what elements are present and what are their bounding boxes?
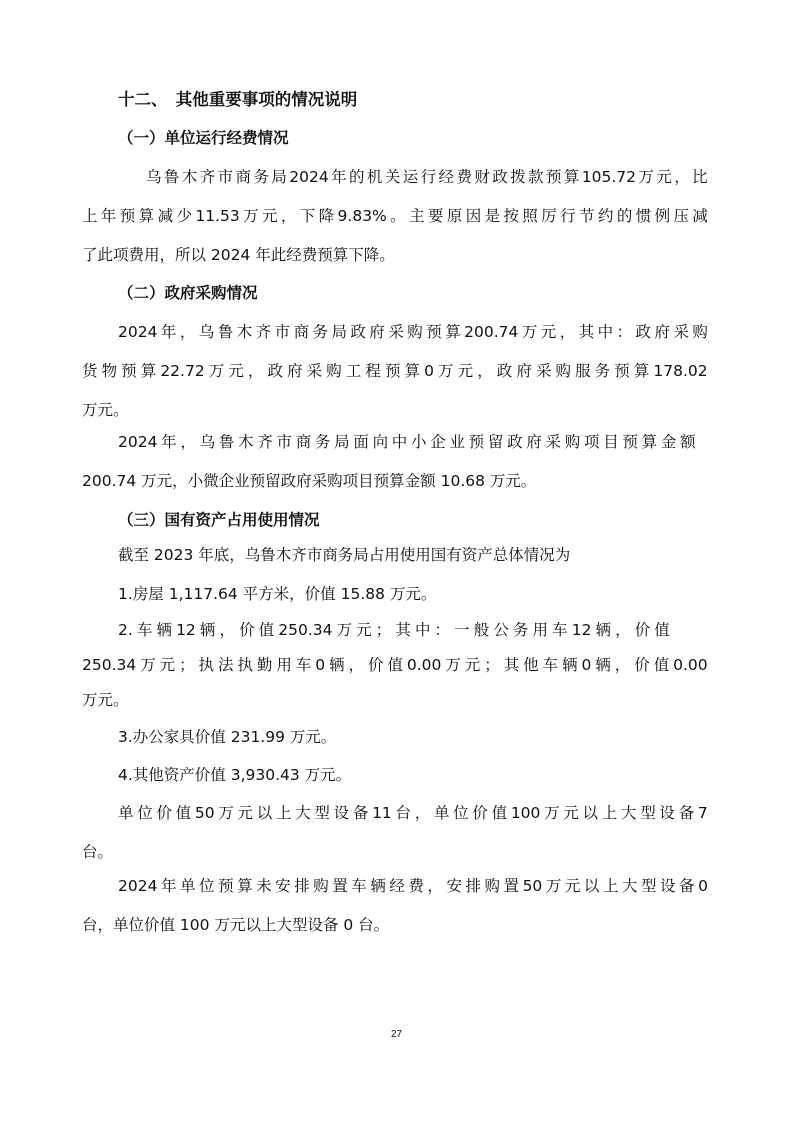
paragraph-line: 2024 年 ， 乌 鲁 木 齐 市 商 务 局 政 府 采 购 预 算 200.74 万 元 ， 其 中 ： 政 府 采 购: [118, 323, 708, 341]
list-item: 3.办公家具价值 231.99 万元。: [118, 728, 337, 746]
paragraph-line: 台，单位价值 100 万元以上大型设备 0 台。: [82, 916, 390, 934]
section-heading: 十二、 其他重要事项的情况说明: [118, 90, 358, 109]
paragraph-line: 2024 年 ， 乌 鲁 木 齐 市 商 务 局 面 向 中 小 企 业 预 留 政 府 采 购 项 目 预 算 金 额: [118, 433, 696, 451]
paragraph-line: 上 年 预 算 减 少 11.53 万 元 ， 下 降 9.83% 。 主 要 原 因 是 按 照 厉 行 节 约 的 惯 例 压 减: [82, 207, 708, 225]
paragraph-line: 万元。: [82, 401, 129, 419]
paragraph-line: 台。: [82, 843, 114, 861]
page-number: 27: [390, 1029, 403, 1040]
paragraph-line: 了此项费用，所以 2024 年此经费预算下降。: [82, 246, 395, 264]
paragraph-line: 200.74 万元，小微企业预留政府采购项目预算金额 10.68 万元。: [82, 472, 537, 490]
subsection-title-operating-expenses: （一）单位运行经费情况: [118, 129, 289, 147]
subsection-title-procurement: （二）政府采购情况: [118, 284, 258, 302]
subsection-title-state-assets: （三）国有资产占用使用情况: [118, 511, 320, 529]
list-item: 4.其他资产价值 3,930.43 万元。: [118, 766, 352, 784]
paragraph-line: 2024 年 单 位 预 算 未 安 排 购 置 车 辆 经 费 ， 安 排 购 置 50 万 元 以 上 大 型 设 备 0: [118, 877, 708, 895]
paragraph-line: 250.34 万 元 ； 执 法 执 勤 用 车 0 辆 ， 价 值 0.00 万 元 ； 其 他 车 辆 0 辆 ， 价 值 0.00: [82, 656, 708, 674]
paragraph-line: 乌 鲁 木 齐 市 商 务 局 2024 年 的 机 关 运 行 经 费 财 政 拨 款 预 算 105.72 万 元 ， 比: [146, 168, 708, 186]
paragraph-line: 万元。: [82, 691, 129, 709]
list-item: 2. 车 辆 12 辆 ， 价 值 250.34 万 元 ； 其 中 ： 一 般 公 务 用 车 12 辆 ， 价 值: [118, 621, 670, 639]
paragraph-line: 货 物 预 算 22.72 万 元 ， 政 府 采 购 工 程 预 算 0 万 元 ， 政 府 采 购 服 务 预 算 178.02: [82, 362, 708, 380]
paragraph-line: 截至 2023 年底，乌鲁木齐市商务局占用使用国有资产总体情况为: [118, 546, 571, 564]
paragraph-line: 单 位 价 值 50 万 元 以 上 大 型 设 备 11 台 ， 单 位 价 值 100 万 元 以 上 大 型 设 备 7: [118, 804, 708, 822]
list-item: 1.房屋 1,117.64 平方米，价值 15.88 万元。: [118, 585, 437, 603]
